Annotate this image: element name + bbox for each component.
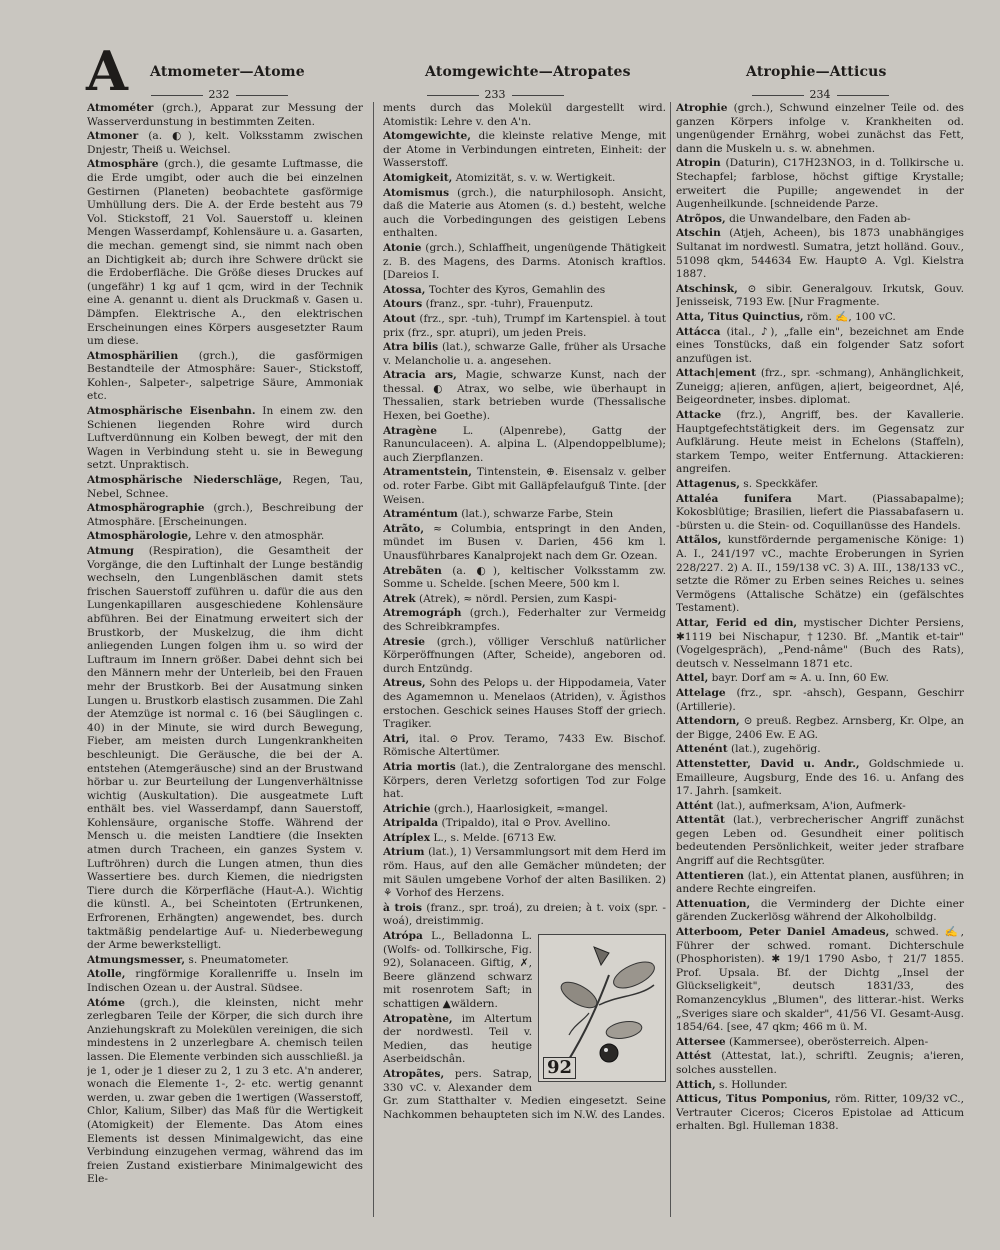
dictionary-entry xyxy=(383,636,666,677)
dictionary-entry xyxy=(676,814,964,868)
entry-headword: Atmosphärische Niederschläge, xyxy=(87,474,283,487)
dictionary-entry xyxy=(383,425,666,466)
dictionary-entry xyxy=(676,715,964,742)
entry-headword: Atmosphärographie xyxy=(87,502,205,515)
entry-definition: die Verminderg der Dichte einer gärenden Zuckerlösg während der Alkoholbildg. xyxy=(676,897,964,924)
entry-definition: (grch.), Haarlosigkeit, ≈mangel. xyxy=(430,802,609,815)
entry-headword: Attach|ement xyxy=(676,367,756,380)
entry-definition: (frz., spr. -ahsch), Gespann, Geschirr (Artillerie). xyxy=(676,686,964,713)
dictionary-entry xyxy=(383,733,666,760)
text-column-left xyxy=(87,102,363,1227)
belladonna-plant-illustration xyxy=(538,934,666,1082)
entry-headword: Atticus, Titus Pomponius, xyxy=(676,1093,831,1106)
running-head-left: Atmometer—Atome xyxy=(150,64,305,80)
entry-definition: pers. Satrap, 330 vC. v. Alexander dem Gr. zum Statthalter v. Medien eingesetzt. Seine Nachkommen behaupteten sich im N.W. des Landes. xyxy=(383,1067,666,1121)
entry-headword: Attar, Ferid ed din, xyxy=(676,616,798,629)
dictionary-entry xyxy=(383,130,666,171)
entry-definition: (lat.), verbrecherischer Angriff zunächst gegen Leben od. Gesundheit einer politisch bedeutenden Persönlichkeit, weiter jeder strafbare Angriff auf die Rechtsgüter. xyxy=(676,814,964,868)
dictionary-entry xyxy=(383,832,666,846)
dictionary-entry xyxy=(383,102,666,129)
dictionary-entry xyxy=(676,1050,964,1077)
entry-headword: Atri, xyxy=(383,732,410,745)
entry-definition: L., s. Melde. [6713 Ew. xyxy=(430,831,557,844)
entry-definition: röm. Ritter, 109/32 vC., Vertrauter Ciceros; Ciceros Epistolae ad Atticum erhalten. Bgl. Hulleman 1838. xyxy=(676,1093,964,1133)
entry-headword: Atrãto, xyxy=(383,522,425,535)
entry-definition: (grch.), Apparat zur Messung der Wasserverdunstung in bestimmten Zeiten. xyxy=(87,102,363,128)
entry-headword: Atria mortis xyxy=(383,760,456,773)
entry-definition: (franz., spr. -tuhr), Frauenputz. xyxy=(422,298,594,311)
dictionary-entry xyxy=(87,530,363,544)
dictionary-entry xyxy=(87,474,363,501)
dictionary-entry xyxy=(383,803,666,817)
running-head-middle: Atomgewichte—Atropates xyxy=(425,64,631,80)
entry-definition: s. Hollunder. xyxy=(715,1078,788,1091)
dictionary-entry xyxy=(676,283,964,310)
dictionary-entry xyxy=(87,502,363,529)
entry-definition: Tochter des Kyros, Gemahlin des xyxy=(425,283,606,296)
entry-definition: die kleinste relative Menge, mit der Atome in Verbindungen eintreten, Einheit: der Wasserstoff. xyxy=(383,130,666,170)
entry-definition: (lat.), 1) Versammlungsort mit dem Herd im röm. Haus, auf den alle Gemächer mündeten; der mit Säulen umgebene Vorhof der alten Basiliken. 2) ⚘ Vorhof des Herzens. xyxy=(383,846,666,900)
entry-headword: Attácca xyxy=(676,325,721,338)
entry-definition: (grch.), die naturphilosoph. Ansicht, daß die Materie aus Atomen (s. d.) besteht, welche auch die Vorbedingungen des geistigen Lebens enthalten. xyxy=(383,186,666,240)
dictionary-entry xyxy=(383,508,666,522)
entry-definition: (grch.), Beschreibung der Atmosphäre. [Erscheinungen. xyxy=(87,502,363,528)
dictionary-entry xyxy=(383,817,666,831)
entry-definition: (lat.), zugehörig. xyxy=(727,743,821,756)
dictionary-entry xyxy=(676,870,964,897)
dictionary-entry xyxy=(383,172,666,186)
entry-definition: (grch.), die kleinsten, nicht mehr zerlegbaren Teile der Körper, die sich durch ihre Anziehungskraft zu Molekülen vereinigen, die sich mindestens in 2 unzerlegbare A. chemisch teilen lassen. Die Elemente verbinden sich ausschließl. ja je 1, oder je 1 dieser zu 2, 1 zu 3 etc. A'n anderer, wonach die Elemente 1-, 2- etc. wertig genannt werden, u. zwar geben die 1wertigen (Wasserstoff, Chlor, Kalium, Silber) das Maß für die Wertigkeit (Atomigkeit) der Elemente. Das Atom eines Elements ist dessen Minimalgewicht, das eine Verbindung einzugehen vermag, während das im freien Zustand existierbare Minimalgewicht des Ele- xyxy=(87,996,363,1186)
entry-definition: (Respiration), die Gesamtheit der Vorgänge, die den Luftinhalt der Lunge beständig wechseln, den Lungenbläschen damit stets frischen Sauerstoff zuführen u. dafür die aus den Lungenkapillaren ausgeschiedene Kohlensäure abführen. Bei der Einatmung erweitert sich der Brustkorb, der Muskelzug, die ihm dicht anliegenden Lungen folgen ihm u. so wird der Luftraum im Innern größer. Dabei dehnt sich bei den Männern mehr der Unterleib, bei den Frauen mehr der Brustkorb. Bei der Ausatmung sinken Lungen u. Brustkorb elastisch zusammen. Die Zahl der Atemzüge ist normal c. 16 (bei Säuglingen c. 40) in der Minute, sie wird durch Bewegung, Fieber, am meisten durch Lungenkrankheiten beschleunigt. Die Geräusche, die bei der A. entstehen (Atemgeräusche) sind an der Brustwand hörbar u. zur Beurteilung der Lungenverhältnisse wichtig (Auskultation). Die ausgeatmete Luft enthält bes. viel Wasserdampf, dann Sauerstoff, Kohlensäure, organische Stoffe. Während der Mensch u. die meisten Landtiere (die Insekten atmen durch Tracheen, ein ganzes System v. Luftröhren) durch die Lungen atmen, thun dies Wassertiere bes. durch Kiemen, die niedrigsten Tiere durch die Körperfläche (Haut-A.). Wichtig die künstl. A., bei Scheintoten (Ertrunkenen, Erfrorenen, Erhängten) angewendet, bes. durch taktmäßig pendelartige Auf- u. Niederbewegung der Arme bewerkstelligt. xyxy=(87,545,363,952)
entry-headword: Atóme xyxy=(87,996,125,1009)
entry-headword: Attenuation, xyxy=(676,897,751,910)
entry-definition: (grch.), Schlaffheit, ungenügende Thätigkeit z. B. des Magens, des Darms. Atonisch kraftlos. [Dareios I. xyxy=(383,241,666,282)
entry-definition: (lat.), ein Attentat planen, ausführen; in andere Rechte eingreifen. xyxy=(676,869,964,896)
entry-headword: Atríplex xyxy=(383,831,431,844)
column-divider xyxy=(373,102,374,1217)
page-number-middle: 233 xyxy=(415,88,575,101)
dictionary-entry xyxy=(383,341,666,368)
dictionary-entry xyxy=(87,350,363,404)
entry-headword: Atrebãten xyxy=(383,564,442,577)
entry-definition: ringförmige Korallenriffe u. Inseln im Indischen Ozean u. der Austral. Südsee. xyxy=(87,968,363,994)
dictionary-entry xyxy=(383,565,666,592)
dictionary-entry xyxy=(676,326,964,367)
dictionary-entry xyxy=(383,242,666,283)
entry-headword: Atschinsk, xyxy=(676,282,738,295)
entry-headword: Atomgewichte, xyxy=(383,130,471,143)
entry-definition: s. Pneumatometer. xyxy=(185,953,289,966)
dictionary-entry xyxy=(383,284,666,298)
dictionary-entry xyxy=(87,968,363,995)
dictionary-entry xyxy=(383,607,666,634)
entry-headword: Attel, xyxy=(676,672,709,685)
dictionary-entry xyxy=(87,997,363,1187)
entry-definition: (a. ◐), kelt. Volksstamm zwischen Dnjestr, Theiß u. Weichsel. xyxy=(87,130,363,156)
dictionary-entry xyxy=(676,617,964,671)
entry-headword: Attãlos, xyxy=(676,534,722,547)
entry-definition: Mart. (Piassabapalme); Kokosblütige; Brasilien, liefert die Piassabafasern u. -bürsten u. die Stein- od. Coquillanüsse des Handels. xyxy=(676,492,964,532)
entry-definition: L., Belladonna L. (Wolfs- od. Tollkirsche, Fig. 92), Solanaceen. Giftig, ✗, Beere glänzend schwarz mit rosenrotem Saft; in schattigen ▲wäldern. xyxy=(383,930,532,1010)
entry-definition: (frz., spr. -tuh), Trumpf im Kartenspiel. à tout prix (frz., spr. atupri), um jeden Preis. xyxy=(383,312,666,339)
dictionary-entry xyxy=(676,534,964,616)
entry-headword: Atmométer xyxy=(87,102,154,114)
entry-definition: (franz., spr. troá), zu dreien; à t. voix (spr. -woá), dreistimmig. xyxy=(383,901,666,928)
entry-definition: röm. ✍, 100 vC. xyxy=(803,310,896,323)
entry-headword: Atmoner xyxy=(87,130,139,143)
dictionary-entry xyxy=(676,311,964,325)
entry-definition: (grch.), völliger Verschluß natürlicher Körperöffnungen (After, Scheide), angeboren od. durch Entzündg. xyxy=(383,635,666,675)
entry-definition: die Unwandelbare, den Faden ab- xyxy=(725,212,911,225)
dictionary-entry xyxy=(87,130,363,157)
entry-headword: Atrichie xyxy=(383,802,431,815)
entry-headword: Attaléa funifera xyxy=(676,492,792,505)
entry-headword: Atmosphäre xyxy=(87,158,159,171)
dictionary-entry xyxy=(676,1093,964,1134)
entry-headword: Atropin xyxy=(676,157,721,170)
entry-definition: (grch.), Schwund einzelner Teile od. des ganzen Körpers infolge v. Krankheiten od. ungenügender Ernährg, wobei zunächst das Fett, dann die Muskeln u. s. w. abnehmen. xyxy=(676,102,964,155)
entry-definition: Magie, schwarze Kunst, nach der thessal. ◐ Atrax, wo selbe, wie überhaupt in Thessalien, stark betrieben wurde (Thessalische Hexen, bei Goethe). xyxy=(383,369,666,423)
entry-headword: Atracia ars, xyxy=(383,369,457,382)
entry-headword: Atremográph xyxy=(383,607,462,620)
entry-headword: Attersee xyxy=(676,1035,726,1048)
entry-definition: s. Speckkäfer. xyxy=(739,478,819,491)
entry-headword: Atragène xyxy=(383,424,437,437)
entry-headword: Attich, xyxy=(676,1078,716,1091)
entry-headword: Atraméntum xyxy=(383,508,458,521)
entry-definition: ⊙ preuß. Regbez. Arnsberg, Kr. Olpe, an der Bigge, 2406 Ew. E AG. xyxy=(676,715,964,741)
entry-headword: Atours xyxy=(383,298,423,311)
entry-definition: Sohn des Pelops u. der Hippodameia, Vater des Agamemnon u. Menelaos (Atriden), v. Ägisthos erstochen. Geschick seines Hauses Stoff der griech. Tragiker. xyxy=(383,677,666,731)
entry-headword: Atropãtes, xyxy=(383,1067,445,1080)
entry-headword: Atra bilis xyxy=(383,341,439,354)
entry-definition: Goldschmiede u. Emailleure, Augsburg, Ende des 16. u. Anfang des 17. Jahrh. [samkeit. xyxy=(676,757,964,798)
entry-headword: Attendorn, xyxy=(676,715,740,728)
dictionary-entry xyxy=(676,672,964,686)
dictionary-entry xyxy=(383,761,666,802)
entry-definition: (Atrek), ≈ nördl. Persien, zum Kaspi- xyxy=(415,592,617,605)
entry-definition: ≈ Columbia, entspringt in den Anden, mündet im Busen v. Darien, 456 km l. Unausführbares Kanalprojekt nach dem Gr. Ozean. xyxy=(383,522,666,562)
entry-headword: Atrium xyxy=(383,846,425,859)
entry-headword: Atropatène, xyxy=(383,1012,453,1025)
entry-headword: Attentieren xyxy=(676,869,744,882)
entry-definition: (Attestat, lat.), schriftl. Zeugnis; a'ieren, solches ausstellen. xyxy=(676,1050,964,1076)
dictionary-entry xyxy=(383,187,666,241)
dictionary-entry xyxy=(383,298,666,312)
page-number-right: 234 xyxy=(740,88,900,101)
entry-definition: Atomizität, s. v. w. Wertigkeit. xyxy=(452,171,616,184)
entry-headword: Atrópa xyxy=(383,930,423,943)
entry-headword: Atmungsmesser, xyxy=(87,953,186,966)
entry-definition: (ital., ♪), „falle ein", bezeichnet am Ende eines Tonstücks, daß ein folgender Satz sofort anzufügen ist. xyxy=(676,325,964,365)
entry-headword: Atresie xyxy=(383,635,425,648)
entry-headword: Atomismus xyxy=(383,186,450,199)
dictionary-entry xyxy=(676,1036,964,1050)
entry-definition: ments durch das Molekül dargestellt wird. Atomistik: Lehre v. den A'n. xyxy=(383,102,666,128)
entry-headword: Atreus, xyxy=(383,677,426,690)
dictionary-entry xyxy=(676,102,964,156)
dictionary-entry xyxy=(676,409,964,477)
entry-definition: (grch.), die gesamte Luftmasse, die die Erde umgibt, oder auch die bei einzelnen Gestirnen (Planeten) beobachtete gasförmige Umhüllung ders. Die A. der Erde besteht aus 79 Vol. Stickstoff, 21 Vol. Sauerstoff u. kleinen Mengen Wasserdampf, Kohlensäure u. a. Gasarten, die mechan. gemengt sind, sie nimmt nach oben an Dichtigkeit ab; durch ihre Schwere drückt sie die Erdoberfläche. Die Größe dieses Druckes auf (ungefähr) 1 kg auf 1 qcm, wird in der Technik eine A. genannt u. dient als Druckmaß v. Gasen u. Dämpfen. Elektrische A., den elektrischen Erscheinungen eines Körpers ausgesetzter Raum um diese. xyxy=(87,158,363,348)
entry-definition: schwed. ✍, Führer der schwed. romant. Dichterschule (Phosphoristen). ✱ 19/1 1790 Asbo, † 21/7 1855. Prof. Upsala. Bf. der Dichtg „Insel der Glückseligkeit", deutsch 1831/33, des Romanzencyklus „Blumen", des litterar.-hist. Werks „Sveriges siare och skalder", 41/56 VI. Gesamt-Ausg. 1854/64. [see, 47 qkm; 466 m ü. M. xyxy=(676,926,964,1034)
dictionary-entry xyxy=(676,743,964,757)
entry-headword: Atta, Titus Quinctius, xyxy=(676,310,804,323)
entry-definition: (lat.), schwarze Galle, früher als Ursache v. Melancholie u. a. angesehen. xyxy=(383,341,666,367)
entry-headword: Atmung xyxy=(87,545,134,557)
entry-headword: Atschin xyxy=(676,227,721,240)
dictionary-entry xyxy=(676,493,964,534)
entry-definition: Tintenstein, ⊕. Eisensalz v. gelber od. roter Farbe. Gibt mit Galläpfelaufguß Tinte. [der Weisen. xyxy=(383,466,666,506)
text-column-middle xyxy=(383,102,666,1227)
entry-headword: Atrõpos, xyxy=(676,212,726,225)
entry-headword: Atossa, xyxy=(383,283,426,296)
dictionary-entry xyxy=(383,902,666,929)
dictionary-entry xyxy=(383,313,666,340)
dictionary-entry xyxy=(676,758,964,799)
dictionary-entry xyxy=(383,846,666,900)
entry-headword: Atrek xyxy=(383,592,416,605)
entry-definition: (Atjeh, Acheen), bis 1873 unabhängiges Sultanat im nordwestl. Sumatra, jetzt holländ. Gouv., 51098 qkm, 544634 Ew. Haupt⊙ A. Vgl. Kielstra 1887. xyxy=(676,227,964,281)
column-divider xyxy=(670,102,671,1217)
dictionary-entry xyxy=(676,227,964,281)
entry-headword: Attagenus, xyxy=(676,478,740,491)
entry-definition: ⊙ sibir. Generalgouv. Irkutsk, Gouv. Jenisseisk, 7193 Ew. [Nur Fragmente. xyxy=(676,282,964,309)
page-number-left: 232 xyxy=(139,88,299,101)
text-column-right xyxy=(676,102,964,1227)
entry-headword: Atonie xyxy=(383,241,422,254)
dictionary-entry xyxy=(676,1079,964,1093)
section-letter: A xyxy=(86,39,128,103)
dictionary-entry xyxy=(383,523,666,564)
entry-definition: bayr. Dorf am ≈ A. u. Inn, 60 Ew. xyxy=(708,672,889,685)
dictionary-entry xyxy=(87,158,363,348)
entry-headword: Attént xyxy=(676,799,714,812)
entry-definition: (Daturin), C17H23NO3, in d. Tollkirsche u. Stechapfel; farblose, höchst giftige Krystalle; erweitert die Pupille; angewendet in der Augenheilkunde. [schneidende Parze. xyxy=(676,157,964,211)
entry-definition: Regen, Tau, Nebel, Schnee. xyxy=(87,474,363,500)
entry-headword: Attenstetter, David u. Andr., xyxy=(676,757,860,770)
dictionary-entry xyxy=(676,478,964,492)
entry-definition: (frz., spr. -schmang), Anhänglichkeit, Zuneigg; a|ieren, anfügen, a|iert, beigeordnet, A|é, Beigeordneter, insbes. diplomat. xyxy=(676,367,964,407)
entry-definition: mystischer Dichter Persiens, ✱1119 bei Nischapur, †1230. Bf. „Mantik et-tair" (Vogelgespräch), „Pend-nâme" (Buch des Rats), deutsch v. Nesselmann 1871 etc. xyxy=(676,616,964,670)
entry-headword: Atolle, xyxy=(87,968,126,981)
entry-definition: (lat.), aufmerksam, A'ion, Aufmerk- xyxy=(713,799,906,812)
entry-headword: Atripalda xyxy=(383,817,439,830)
dictionary-entry xyxy=(676,687,964,714)
entry-definition: (Tripaldo), ital ⊙ Prov. Avellino. xyxy=(438,817,611,830)
entry-headword: Atmosphärilien xyxy=(87,349,179,362)
dictionary-entry xyxy=(676,213,964,227)
entry-headword: Atomigkeit, xyxy=(383,171,453,184)
entry-definition: (lat.), schwarze Farbe, Stein xyxy=(457,508,614,521)
entry-headword: Attacke xyxy=(676,409,722,422)
entry-headword: Attenént xyxy=(676,743,728,756)
entry-definition: L. (Alpenrebe), Gattg der Ranunculaceen). A. alpina L. (Alpendoppelblume); auch Zierpflanzen. xyxy=(383,424,666,464)
entry-definition: (lat.), die Zentralorgane des menschl. Körpers, deren Verletzg sofortigen Tod zur Folge hat. xyxy=(383,760,666,801)
dictionary-entry xyxy=(87,102,363,129)
entry-definition: (frz.), Angriff, bes. der Kavallerie. Hauptgefechtstätigkeit ders. im Gegensatz zur Aufklärung. Heute meist in Echelons (Staffeln), starkem Tempo, weiter Entfernung. Attackieren: angreifen. xyxy=(676,409,964,476)
dictionary-entry xyxy=(676,367,964,408)
entry-definition: (Kammersee), oberösterreich. Alpen- xyxy=(725,1035,929,1048)
dictionary-entry xyxy=(383,593,666,607)
dictionary-entry xyxy=(87,954,363,968)
entry-headword: Atout xyxy=(383,312,416,325)
entry-headword: à trois xyxy=(383,901,423,914)
dictionary-entry xyxy=(676,926,964,1035)
entry-definition: (grch.), Federhalter zur Vermeidg des Schreibkrampfes. xyxy=(383,607,666,633)
dictionary-entry xyxy=(676,800,964,814)
figure-number: 92 xyxy=(543,1057,576,1079)
dictionary-entry xyxy=(383,677,666,731)
dictionary-entry xyxy=(676,157,964,211)
dictionary-entry xyxy=(383,466,666,507)
entry-definition: In einem zw. den Schienen liegenden Rohre wird durch Luftverdünnung ein Kolben bewegt, der mit den Wagen in Verbindung steht u. sie in Bewegung setzt. Unpraktisch. xyxy=(87,405,363,472)
entry-definition: ital. ⊙ Prov. Teramo, 7433 Ew. Bischof. Römische Altertümer. xyxy=(383,732,666,759)
running-head-right: Atrophie—Atticus xyxy=(746,64,887,80)
entry-headword: Atrophie xyxy=(676,102,728,114)
entry-headword: Atmosphärische Eisenbahn. xyxy=(87,405,256,418)
dictionary-entry xyxy=(87,405,363,473)
entry-definition: (grch.), die gasförmigen Bestandteile der Atmosphäre: Sauer-, Stickstoff, Kohlen-, Salpeter-, salpetrige Säure, Ammoniak etc. xyxy=(87,349,363,403)
dictionary-entry xyxy=(383,369,666,423)
dictionary-entry xyxy=(676,898,964,925)
entry-definition: kunstfördernde pergamenische Könige: 1) A. I., 241/197 vC., machte Eroberungen in Syrien 228/227. 2) A. II., 159/138 vC. 3) A. III., 138/133 vC., setzte die Römer zu Erben seines Reiches u. seines Vermögens (Attalische Schätze) ein (gefälschtes Testament). xyxy=(676,534,964,615)
entry-definition: im Altertum der nordwestl. Teil v. Medien, das heutige Aserbeidschân. xyxy=(383,1012,532,1066)
entry-headword: Atmosphärologie, xyxy=(87,530,192,543)
entry-headword: Atramentstein, xyxy=(383,466,472,479)
entry-definition: Lehre v. den atmosphär. xyxy=(191,530,325,543)
entry-headword: Attelage xyxy=(676,686,726,699)
entry-headword: Attést xyxy=(676,1050,712,1063)
entry-headword: Atterboom, Peter Daniel Amadeus, xyxy=(676,926,890,939)
entry-headword: Attentãt xyxy=(676,814,725,827)
dictionary-entry xyxy=(87,545,363,953)
entry-definition: (a. ◐), keltischer Volksstamm zw. Somme u. Schelde. [schen Meere, 500 km l. xyxy=(383,564,666,591)
